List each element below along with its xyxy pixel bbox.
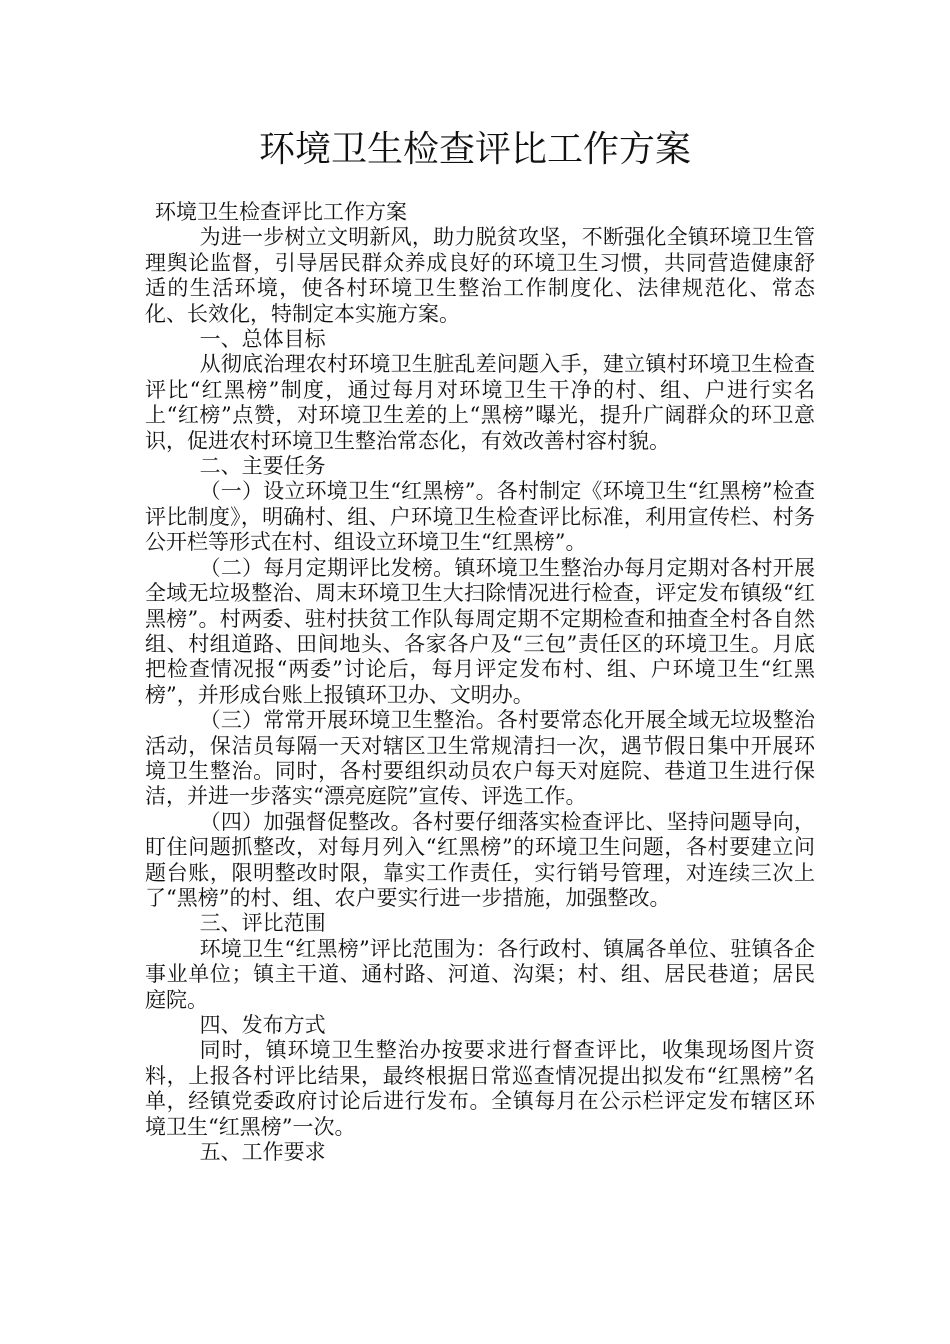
document-body: [145, 200, 815, 1165]
section-heading-requirements: 五、工作要求: [199, 1140, 326, 1165]
paragraph-intro: 为进一步树立文明新风，助力脱贫攻坚，不断强化全镇环境卫生管理舆论监督，引导居民群众养成良好的环境卫生习惯，共同营造健康舒适的生活环境，使各村环境卫生整治工作制度化、法律规范化、常态化、长效化，特制定本实施方案。: [145, 225, 815, 326]
section-heading-goals: 一、总体目标: [199, 327, 326, 352]
paragraph-task-4: （四）加强督促整改。各村要仔细落实检查评比、坚持问题导向，盯住问题抓整改，对每月列入“红黑榜”的环境卫生问题，各村要建立问题台账，限明整改时限，靠实工作责任，实行销号管理，对连续三次上了“黑榜”的村、组、农户要实行进一步措施，加强整改。: [145, 809, 815, 910]
paragraph-goals: 从彻底治理农村环境卫生脏乱差问题入手，建立镇村环境卫生检查评比“红黑榜”制度，通过每月对环境卫生干净的村、组、户进行实名上“红榜”点赞，对环境卫生差的上“黑榜”曝光，提升广阔群众的环卫意识，促进农村环境卫生整治常态化，有效改善村容村貌。: [145, 352, 815, 453]
paragraph-scope: 环境卫生“红黑榜”评比范围为：各行政村、镇属各单位、驻镇各企事业单位；镇主干道、通村路、河道、沟渠；村、组、居民巷道；居民庭院。: [145, 936, 815, 1012]
paragraph-publish: 同时，镇环境卫生整治办按要求进行督查评比，收集现场图片资料，上报各村评比结果，最终根据日常巡查情况提出拟发布“红黑榜”名单，经镇党委政府讨论后进行发布。全镇每月在公示栏评定发布辖区环境卫生“红黑榜”一次。: [145, 1038, 815, 1139]
document-title: 环境卫生检查评比工作方案: [258, 129, 691, 170]
paragraph-task-3: （三）常常开展环境卫生整治。各村要常态化开展全域无垃圾整治活动，保洁员每隔一天对辖区卫生常规清扫一次，遇节假日集中开展环境卫生整治。同时，各村要组织动员农户每天对庭院、巷道卫生进行保洁，并进一步落实“漂亮庭院”宣传、评选工作。: [145, 708, 815, 809]
section-heading-scope: 三、评比范围: [199, 911, 326, 936]
paragraph-task-2: （二）每月定期评比发榜。镇环境卫生整治办每月定期对各村开展全域无垃圾整治、周末环境卫生大扫除情况进行检查，评定发布镇级“红黑榜”。村两委、驻村扶贫工作队每周定期不定期检查和抽查全村各自然组、村组道路、田间地头、各家各户及“三包”责任区的环境卫生。月底把检查情况报“两委”讨论后，每月评定发布村、组、户环境卫生“红黑榜”，并形成台账上报镇环卫办、文明办。: [145, 555, 815, 707]
section-heading-publish: 四、发布方式: [199, 1013, 326, 1037]
section-heading-tasks: 二、主要任务: [199, 454, 326, 479]
document-subtitle: 环境卫生检查评比工作方案: [155, 200, 407, 224]
paragraph-task-1: （一）设立环境卫生“红黑榜”。各村制定《环境卫生“红黑榜”检查评比制度》，明确村、组、户环境卫生检查评比标准，利用宣传栏、村务公开栏等形式在村、组设立环境卫生“红黑榜”。: [145, 479, 815, 555]
